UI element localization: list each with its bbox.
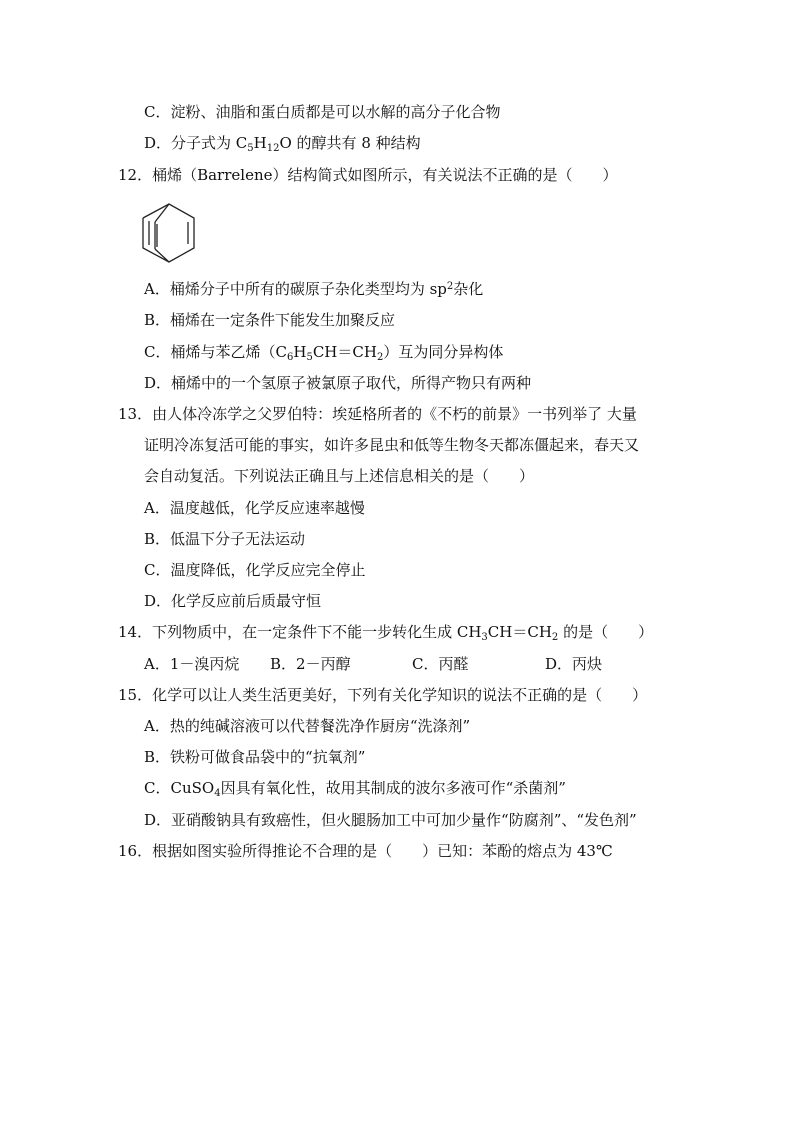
q14-option-a: A．1－溴丙烷	[144, 655, 240, 673]
q15-option-d: D．亚硝酸钠具有致癌性，但火腿肠加工中可加少量作“防腐剂”、“发色剂”	[144, 811, 637, 829]
q14-option-d: D．丙炔	[545, 655, 603, 673]
q14-option-b: B．2－丙醇	[270, 655, 351, 673]
q15-option-b: B．铁粉可做食品袋中的“抗氧剂”	[144, 748, 366, 766]
q13-stem-line-2: 证明冷冻复活可能的事实，如许多昆虫和低等生物冬天都冻僵起来，春天又	[144, 436, 640, 454]
q12-stem: 12．桶烯（Barrelene）结构简式如图所示，有关说法不正确的是（ ）	[118, 166, 618, 184]
q13-option-a: A．温度越低，化学反应速率越慢	[144, 499, 365, 517]
q13-stem-line-1: 13．由人体冷冻学之父罗伯特：埃延格所者的《不朽的前景》一书列举了 大量	[118, 405, 637, 423]
q14-option-c: C．丙醛	[412, 655, 469, 673]
q11-option-c: C．淀粉、油脂和蛋白质都是可以水解的高分子化合物	[144, 103, 501, 121]
q11-option-d: D．分子式为 $C_5H_{12}O$ 的醇共有 8 种结构	[144, 134, 421, 154]
q16-stem: 16．根据如图实验所得推论不合理的是（ ）已知：苯酚的熔点为 43℃	[118, 842, 613, 860]
q15-option-a: A．热的纯碱溶液可以代替餐洗净作厨房“洗涤剂”	[144, 717, 471, 735]
q12-option-b: B．桶烯在一定条件下能发生加聚反应	[144, 311, 396, 329]
q15-option-c: C．CuSO$_4$因具有氧化性，故用其制成的波尔多液可作“杀菌剂”	[144, 779, 566, 799]
q15-stem: 15．化学可以让人类生活更美好，下列有关化学知识的说法不正确的是（ ）	[118, 686, 648, 704]
q13-option-c: C．温度降低，化学反应完全停止	[144, 561, 366, 579]
q12-option-a: A．桶烯分子中所有的碳原子杂化类型均为 $sp^2$杂化	[144, 280, 484, 298]
q14-stem: 14．下列物质中，在一定条件下不能一步转化生成 $CH_3CH=CH_2$ 的是（ ）	[118, 623, 654, 643]
q13-option-b: B．低温下分子无法运动	[144, 530, 306, 548]
q13-option-d: D．化学反应前后质最守恒	[144, 592, 322, 610]
q12-option-d: D．桶烯中的一个氢原子被氯原子取代，所得产物只有两种	[144, 374, 532, 392]
q12-option-c: C．桶烯与苯乙烯$(C_6H_5CH=CH_2)$互为同分异构体	[144, 343, 504, 363]
q13-stem-line-3: 会自动复活。下列说法正确且与上述信息相关的是（ ）	[144, 467, 535, 485]
barrelene-structure-diagram	[136, 200, 206, 270]
